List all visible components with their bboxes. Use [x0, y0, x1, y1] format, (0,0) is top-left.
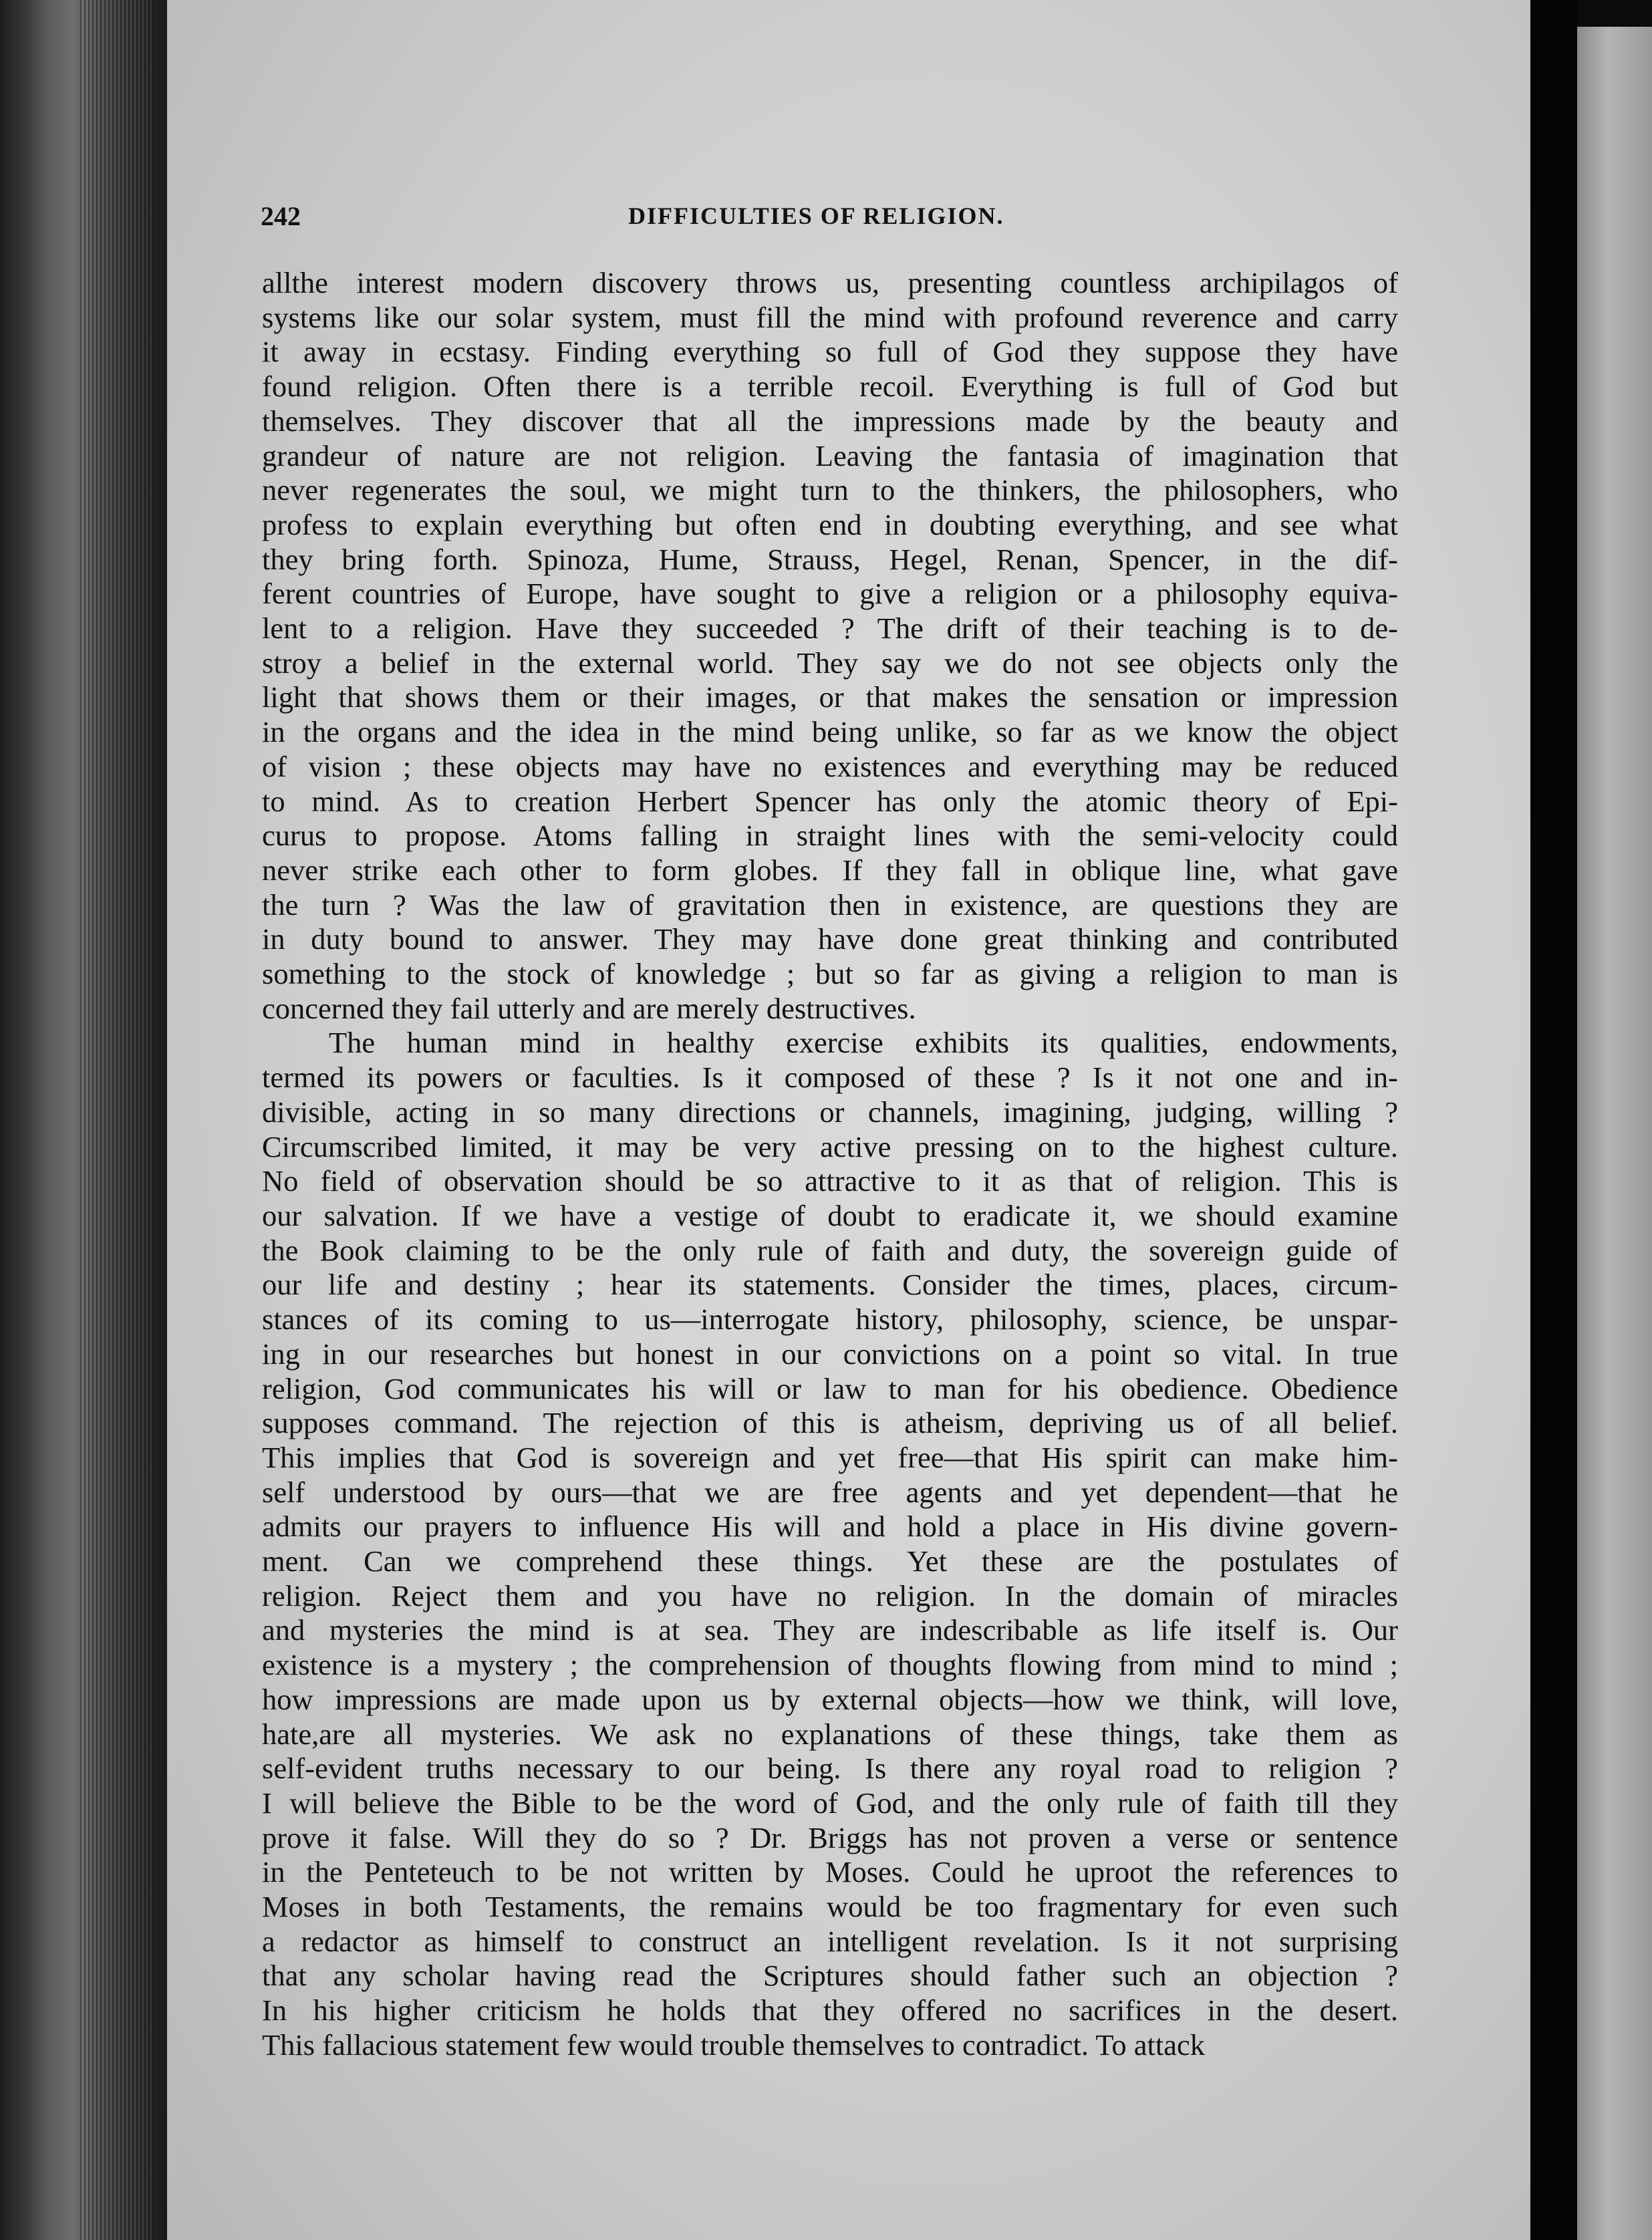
- text-line: light that shows them or their images, or that makes the sensation or impression: [262, 680, 1398, 714]
- text-line: Moses in both Testaments, the remains would be too fragmentary for even such: [262, 1890, 1398, 1924]
- book-page-edges: [0, 0, 167, 2240]
- adjacent-page-strip: [1577, 27, 1652, 2240]
- text-line: found religion. Often there is a terrible recoil. Everything is full of God but: [262, 370, 1398, 404]
- text-line: how impressions are made upon us by external objects—how we think, will love,: [262, 1682, 1398, 1716]
- text-line: Circumscribed limited, it may be very active pressing on to the highest culture.: [262, 1129, 1398, 1163]
- text-line: In his higher criticism he holds that they offered no sacrifices in the desert.: [262, 1993, 1398, 2027]
- text-line: hate,are all mysteries. We ask no explanations of these things, take them as: [262, 1717, 1398, 1751]
- text-line: profess to explain everything but often end in doubting everything, and see what: [262, 507, 1398, 541]
- text-line: the Book claiming to be the only rule of faith and duty, the sovereign guide of: [262, 1233, 1398, 1267]
- running-head: [261, 200, 1397, 241]
- page-number: 242: [261, 201, 301, 231]
- text-line: stroy a belief in the external world. They say we do not see objects only the: [262, 646, 1398, 680]
- text-line: stances of its coming to us—interrogate history, philosophy, science, be unspar-: [262, 1302, 1398, 1337]
- paragraph: [262, 266, 1398, 1026]
- text-line: in the Penteteuch to be not written by Moses. Could he uproot the references to: [262, 1855, 1398, 1889]
- text-line: to mind. As to creation Herbert Spencer has only the atomic theory of Epi-: [262, 784, 1398, 818]
- text-line: and mysteries the mind is at sea. They are indescribable as life itself is. Our: [262, 1613, 1398, 1647]
- text-line: grandeur of nature are not religion. Leaving the fantasia of imagination that: [262, 438, 1398, 472]
- text-line: religion. Reject them and you have no religion. In the domain of miracles: [262, 1578, 1398, 1613]
- text-line: admits our prayers to influence His will and hold a place in His divine govern-: [262, 1510, 1398, 1544]
- text-line: supposes command. The rejection of this is atheism, depriving us of all belief.: [262, 1406, 1398, 1440]
- text-line: it away in ecstasy. Finding everything so full of God they suppose they have: [262, 335, 1398, 369]
- text-line: our salvation. If we have a vestige of doubt to eradicate it, we should examine: [262, 1198, 1398, 1232]
- text-line: never strike each other to form globes. If they fall in oblique line, what gave: [262, 853, 1398, 887]
- paragraph: [262, 1026, 1398, 2062]
- text-line: divisible, acting in so many directions or channels, imagining, judging, willing ?: [262, 1095, 1398, 1129]
- text-line: This fallacious statement few would trouble themselves to contradict. To attack: [262, 2027, 1206, 2062]
- text-line: The human mind in healthy exercise exhibits its qualities, endowments,: [329, 1026, 1398, 1060]
- text-line: prove it false. Will they do so ? Dr. Briggs has not proven a verse or sentence: [262, 1820, 1398, 1854]
- text-line: of vision ; these objects may have no existences and everything may be reduced: [262, 749, 1398, 783]
- text-line: a redactor as himself to construct an intelligent revelation. Is it not surprising: [262, 1924, 1398, 1958]
- text-line: themselves. They discover that all the impressions made by the beauty and: [262, 404, 1398, 438]
- text-line: This implies that God is sovereign and yet free—that His spirit can make him-: [262, 1440, 1398, 1474]
- text-line: never regenerates the soul, we might turn to the thinkers, the philosophers, who: [262, 473, 1398, 507]
- text-line: lent to a religion. Have they succeeded ? The drift of their teaching is to de-: [262, 611, 1398, 646]
- text-line: ferent countries of Europe, have sought to give a religion or a philosophy equiva-: [262, 577, 1398, 611]
- text-line: systems like our solar system, must fill the mind with profound reverence and carry: [262, 300, 1398, 334]
- body-text: [262, 266, 1398, 2063]
- text-line: self understood by ours—that we are free agents and yet dependent—that he: [262, 1475, 1398, 1509]
- text-line: No field of observation should be so attractive to it as that of religion. This is: [262, 1164, 1398, 1198]
- text-line: that any scholar having read the Scriptures should father such an objection ?: [262, 1959, 1398, 1993]
- text-line: ing in our researches but honest in our convictions on a point so vital. In true: [262, 1337, 1398, 1371]
- text-line: I will believe the Bible to be the word of God, and the only rule of faith till they: [262, 1786, 1398, 1820]
- text-line: concerned they fail utterly and are merely destructives.: [262, 991, 916, 1025]
- text-line: in duty bound to answer. They may have done great thinking and contributed: [262, 922, 1398, 956]
- text-line: religion, God communicates his will or law to man for his obedience. Obedience: [262, 1371, 1398, 1405]
- running-title: DIFFICULTIES OF RELIGION.: [628, 202, 1004, 229]
- text-line: termed its powers or faculties. Is it composed of these ? Is it not one and in-: [262, 1061, 1398, 1095]
- page-gutter-shadow: [1530, 0, 1577, 2240]
- text-line: ment. Can we comprehend these things. Yet these are the postulates of: [262, 1544, 1398, 1578]
- text-line: allthe interest modern discovery throws us, presenting countless archipilagos of: [262, 266, 1398, 299]
- text-line: something to the stock of knowledge ; but so far as giving a religion to man is: [262, 957, 1398, 991]
- text-line: our life and destiny ; hear its statements. Consider the times, places, circum-: [262, 1268, 1398, 1302]
- text-line: self-evident truths necessary to our being. Is there any royal road to religion ?: [262, 1752, 1398, 1786]
- page-edge-lines: [80, 0, 154, 2240]
- text-line: the turn ? Was the law of gravitation then in existence, are questions they are: [262, 887, 1398, 922]
- text-line: they bring forth. Spinoza, Hume, Strauss, Hegel, Renan, Spencer, in the dif-: [262, 542, 1398, 576]
- text-line: in the organs and the idea in the mind being unlike, so far as we know the object: [262, 715, 1398, 749]
- text-line: existence is a mystery ; the comprehension of thoughts flowing from mind to mind ;: [262, 1648, 1398, 1682]
- text-line: curus to propose. Atoms falling in straight lines with the semi-velocity could: [262, 819, 1398, 853]
